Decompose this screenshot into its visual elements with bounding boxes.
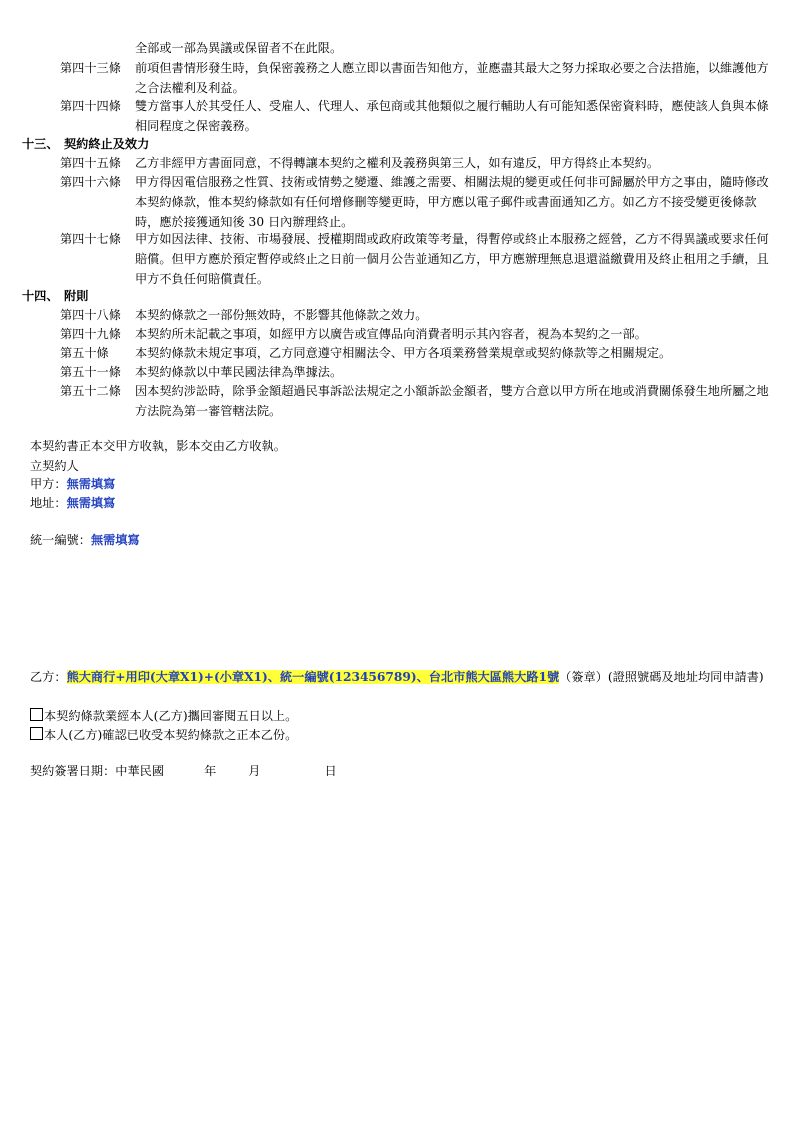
article-text: 本契約所未記載之事項，如經甲方以廣告或宣傳品向消費者明示其內容者，視為本契約之一部。	[135, 327, 647, 341]
checkbox-row-2[interactable]	[30, 725, 297, 745]
party-b-line	[30, 667, 775, 687]
article-text: 本契約條款未規定事項，乙方同意遵守相關法令、甲方各項業務營業規章或契約條款等之相關規定。	[135, 346, 672, 360]
article-number: 第五十條	[60, 346, 109, 360]
tax-id-label: 統一編號：	[30, 533, 91, 547]
article-number: 第四十九條	[60, 327, 121, 341]
parties-label: 立契約人	[30, 459, 79, 473]
article-number: 第五十二條	[60, 384, 121, 398]
section-number: 十三、	[22, 137, 59, 151]
article-number: 第四十六條	[60, 175, 121, 189]
article-44	[60, 96, 780, 136]
party-a-label: 甲方：	[30, 477, 67, 491]
section-heading-14	[22, 286, 88, 306]
article-52	[60, 381, 780, 421]
article-number: 第四十七條	[60, 232, 121, 246]
address-value: 無需填寫	[66, 496, 116, 510]
checkbox-row-1[interactable]	[30, 706, 297, 726]
article-45	[60, 153, 780, 173]
article-43	[60, 58, 780, 98]
receipt-checkbox[interactable]	[30, 727, 43, 740]
party-b-label: 乙方：	[30, 670, 67, 684]
section-heading-13	[22, 134, 149, 154]
checkbox-label: 本人(乙方)確認已收受本契約條款之正本乙份。	[44, 728, 298, 742]
article-number: 第四十八條	[60, 308, 121, 322]
article-text: 本契約條款以中華民國法律為準據法。	[135, 365, 343, 379]
tax-id-value: 無需填寫	[90, 533, 140, 547]
address-label: 地址：	[30, 496, 67, 510]
tax-id-line	[30, 530, 140, 550]
article-text: 甲方得因電信服務之性質、技術或情勢之變遷、維護之需要、相關法規的變更或任何非可歸屬於甲方之事由，隨時修改本契約條款，惟本契約條款如有任何增修刪等變更時，甲方應以電子郵件或書面通知乙方。如乙方不接受變更後條款時，應於接獲通知後 30 日內辦理終止。	[135, 175, 769, 229]
sign-date-line	[30, 761, 337, 781]
sign-date-month: 月	[248, 764, 261, 778]
article-46	[60, 172, 780, 232]
article-50	[60, 343, 780, 363]
review-checkbox[interactable]	[30, 708, 43, 721]
article-47	[60, 229, 780, 289]
party-b-highlighted-info: 熊大商行+用印(大章X1)+(小章X1)、統一編號(123456789)、台北市熊大區熊大路1號	[66, 670, 560, 684]
article-text: 甲方如因法律、技術、市場發展、授權期間或政府政策等考量，得暫停或終止本服務之經營，乙方不得異議或要求任何賠償。但甲方應於預定暫停或終止之日前一個月公告並通知乙方，甲方應辦理無息退還溢繳費用及終止租用之手續，且甲方不負任何賠償責任。	[135, 232, 769, 286]
sign-date-label: 契約簽署日期：中華民國	[30, 764, 165, 778]
section-title: 附則	[64, 289, 89, 303]
section-title: 契約終止及效力	[64, 137, 150, 151]
party-b-suffix: （簽章）(證照號碼及地址均同申請書)	[559, 670, 764, 684]
party-a-line	[30, 474, 115, 494]
article-49	[60, 324, 780, 344]
article-text: 前項但書情形發生時，負保密義務之人應立即以書面告知他方，並應盡其最大之努力採取必要之合法措施，以維護他方之合法權利及利益。	[135, 61, 769, 95]
article-number: 第四十四條	[60, 99, 121, 113]
checkbox-label: 本契約條款業經本人(乙方)攜回審閱五日以上。	[44, 709, 298, 723]
article-text: 乙方非經甲方書面同意，不得轉讓本契約之權利及義務與第三人，如有違反，甲方得終止本契約。	[135, 156, 660, 170]
article-text: 雙方當事人於其受任人、受雇人、代理人、承包商或其他類似之履行輔助人有可能知悉保密資料時，應使該人負與本條相同程度之保密義務。	[135, 99, 769, 133]
party-a-value: 無需填寫	[66, 477, 116, 491]
continuation-text: 全部或一部為異議或保留者不在此限。	[135, 41, 343, 55]
article-48	[60, 305, 780, 325]
sign-date-year: 年	[204, 764, 217, 778]
address-line	[30, 493, 115, 513]
article-number: 第四十三條	[60, 61, 121, 75]
article-text: 因本契約涉訟時，除爭金額超過民事訴訟法規定之小額訴訟金額者，雙方合意以甲方所在地或消費關係發生地所屬之地方法院為第一審管轄法院。	[135, 384, 769, 418]
article-text: 本契約條款之一部份無效時，不影響其他條款之效力。	[135, 308, 428, 322]
article-51	[60, 362, 780, 382]
article-number: 第四十五條	[60, 156, 121, 170]
article-number: 第五十一條	[60, 365, 121, 379]
sign-date-day: 日	[324, 764, 337, 778]
copies-statement: 本契約書正本交甲方收執，影本交由乙方收執。	[30, 439, 286, 453]
section-number: 十四、	[22, 289, 59, 303]
